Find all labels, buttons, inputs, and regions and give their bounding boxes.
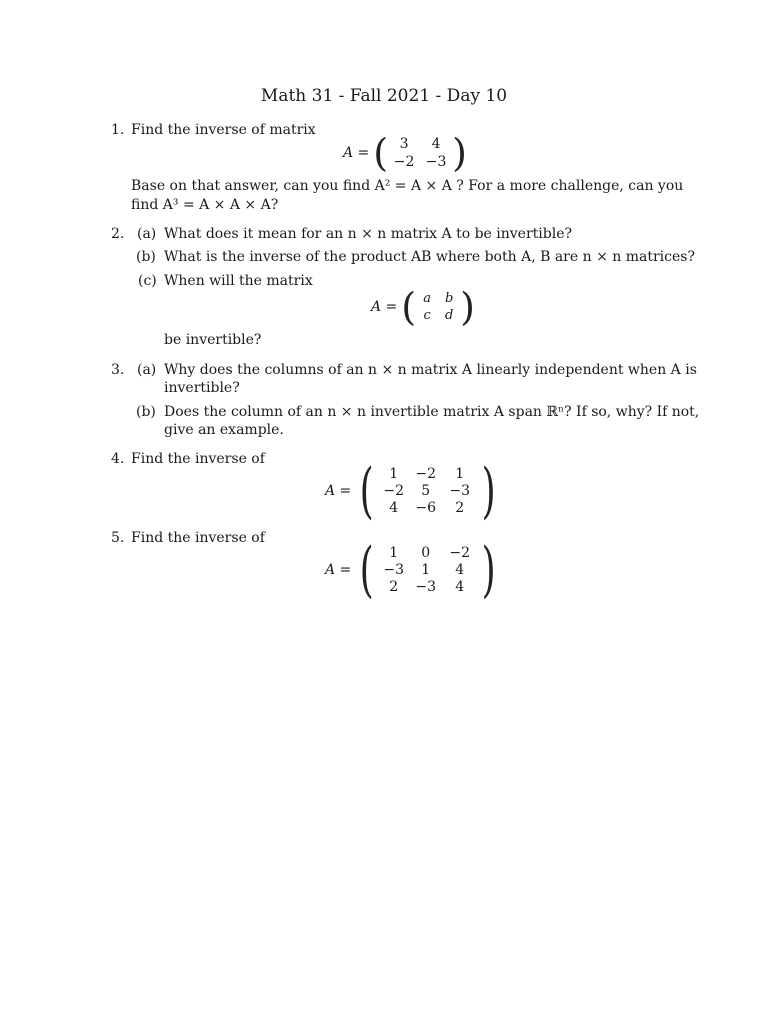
q4-cell: −2 [383,483,405,499]
q4-matrix [325,456,500,526]
q5-left-paren: ( [359,535,375,605]
q1-text: Find the inverse of matrix [131,122,316,138]
q1-left-paren: ( [373,131,389,175]
q4-cell: −2 [415,466,437,482]
q4-cell: 1 [389,466,399,482]
q5-right-paren: ) [481,535,496,605]
page-title: Math 31 - Fall 2021 - Day 10 [260,86,508,106]
q5-cell: 1 [421,562,431,578]
q5-cell: 2 [389,579,399,595]
q2-cell: d [444,308,454,323]
q3-a-line-2: invertible? [164,380,240,396]
q2-number: 2. [111,226,125,242]
q5-cell: 0 [421,545,431,561]
q2-matrix [371,285,475,329]
q5-cell: 4 [455,562,465,578]
q2-a-label: (a) [137,226,157,242]
q5-matrix [325,535,500,605]
q2-cell: b [444,291,454,306]
q3-number: 3. [111,362,125,378]
q1-matrix-lhs: A = [343,145,370,161]
q1-cell: 3 [399,136,409,152]
q5-cell: 1 [389,545,399,561]
q1-number: 1. [111,122,125,138]
q4-text: Find the inverse of [131,451,265,467]
q5-number: 5. [111,530,125,546]
q1-cell: −3 [425,154,447,170]
q4-cell: −3 [449,483,471,499]
q2-b-label: (b) [136,249,156,265]
q3-b-label: (b) [136,404,156,420]
q2-right-paren: ) [460,285,475,329]
q2-c-label: (c) [138,273,157,289]
q2-a-text: What does it mean for an n × n matrix A to be invertible? [164,226,572,242]
q5-cell: −3 [383,562,405,578]
q4-right-paren: ) [481,456,496,526]
q4-matrix-lhs: A = [325,483,352,499]
q4-left-paren: ( [359,456,375,526]
q4-cell: 4 [389,500,399,516]
q5-cell: −3 [415,579,437,595]
q2-matrix-grid [416,291,460,323]
q4-matrix-grid [379,466,477,516]
q4-cell: 2 [455,500,465,516]
q1-matrix-grid [388,136,452,170]
q4-cell: 5 [421,483,431,499]
q5-cell: −2 [449,545,471,561]
q4-cell: 1 [455,466,465,482]
q5-matrix-grid [379,545,477,595]
q1-follow-up-line-2: find A³ = A × A × A? [131,197,279,213]
q3-b-line-1: Does the column of an n × n invertible matrix A span ℝⁿ? If so, why? If not, [164,404,700,420]
q5-matrix-lhs: A = [325,562,352,578]
q5-cell: 4 [455,579,465,595]
q2-matrix-lhs: A = [371,299,398,315]
q1-matrix [343,131,467,175]
q4-number: 4. [111,451,125,467]
q2-left-paren: ( [401,285,417,329]
q2-c-text: When will the matrix [164,273,313,289]
q2-c-after: be invertible? [164,332,262,348]
q3-a-label: (a) [137,362,157,378]
q3-b-line-2: give an example. [164,422,284,438]
q5-text: Find the inverse of [131,530,265,546]
q2-cell: a [423,291,431,306]
q1-cell: −2 [393,154,415,170]
q2-b-text: What is the inverse of the product AB where both A, B are n × n matrices? [164,249,695,265]
q4-cell: −6 [415,500,437,516]
q3-a-line-1: Why does the columns of an n × n matrix A linearly independent when A is [164,362,697,378]
q1-cell: 4 [431,136,441,152]
q2-cell: c [423,308,431,323]
q1-right-paren: ) [452,131,467,175]
q1-follow-up-line-1: Base on that answer, can you find A² = A × A ? For a more challenge, can you [131,178,684,194]
